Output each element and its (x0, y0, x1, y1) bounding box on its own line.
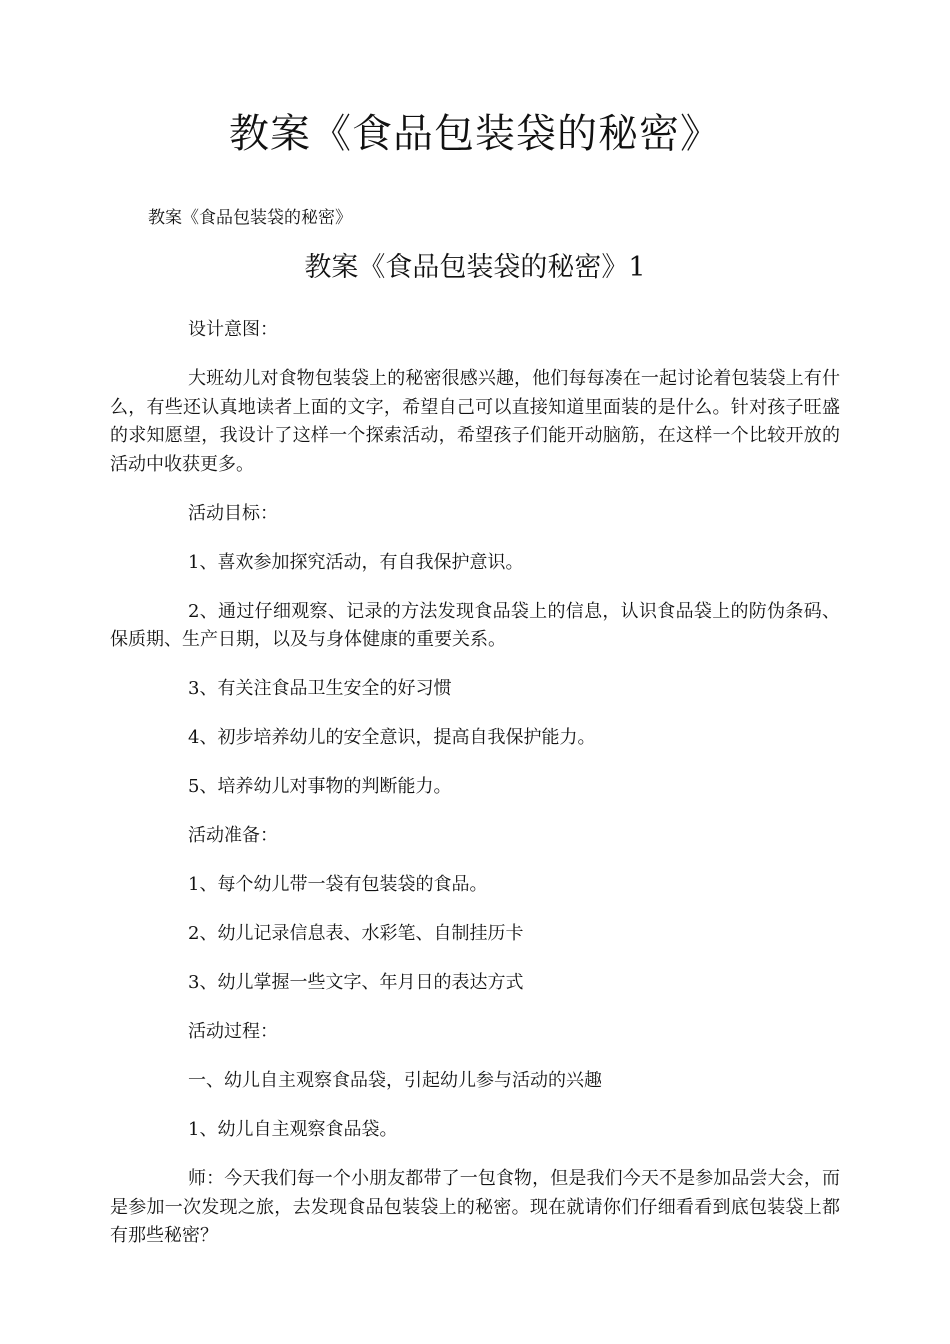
paragraph-goal-1: 1、喜欢参加探究活动，有自我保护意识。 (188, 551, 524, 573)
paragraph-design-intent: 大班幼儿对食物包装袋上的秘密很感兴趣，他们每每凑在一起讨论着包装袋上有什么，有些还认真地读者上面的文字，希望自己可以直接知道里面装的是什么。针对孩子旺盛的求知愿望，我设计了这样一个探索活动，希望孩子们能开动脑筋，在这样一个比较开放的活动中收获更多。 (110, 368, 840, 475)
paragraph-goal-4: 4、初步培养幼儿的安全意识，提高自我保护能力。 (188, 727, 596, 748)
paragraph-preparation-heading: 活动准备： (188, 825, 278, 846)
document-subtitle: 教案《食品包装袋的秘密》 (148, 208, 352, 228)
paragraph-goals-heading: 活动目标： (188, 502, 278, 524)
document-title: 教案《食品包装袋的秘密》 (229, 111, 721, 157)
paragraph-preparation-1: 1、每个幼儿带一袋有包装袋的食品。 (188, 874, 488, 895)
section-title: 教案《食品包装袋的秘密》1 (304, 252, 646, 283)
paragraph-process-substep-1: 1、幼儿自主观察食品袋。 (188, 1119, 398, 1140)
paragraph-preparation-3: 3、幼儿掌握一些文字、年月日的表达方式 (188, 972, 524, 993)
paragraph-design-intent-heading: 设计意图： (188, 319, 278, 340)
paragraph-process-heading: 活动过程： (188, 1021, 278, 1042)
document-body (110, 316, 840, 1271)
paragraph-goal-2: 2、通过仔细观察、记录的方法发现食品袋上的信息，认识食品袋上的防伪条码、保质期、生产日期，以及与身体健康的重要关系。 (110, 600, 840, 650)
paragraph-process-step-1: 一、幼儿自主观察食品袋，引起幼儿参与活动的兴趣 (188, 1070, 602, 1091)
paragraph-preparation-2: 2、幼儿记录信息表、水彩笔、自制挂历卡 (188, 923, 524, 944)
paragraph-goal-5: 5、培养幼儿对事物的判断能力。 (188, 776, 452, 797)
paragraph-teacher-speech: 师：今天我们每一个小朋友都带了一包食物，但是我们今天不是参加品尝大会，而是参加一次发现之旅，去发现食品包装袋上的秘密。现在就请你们仔细看看到底包装袋上都有那些秘密？ (110, 1168, 840, 1246)
paragraph-goal-3: 3、有关注食品卫生安全的好习惯 (188, 678, 452, 699)
